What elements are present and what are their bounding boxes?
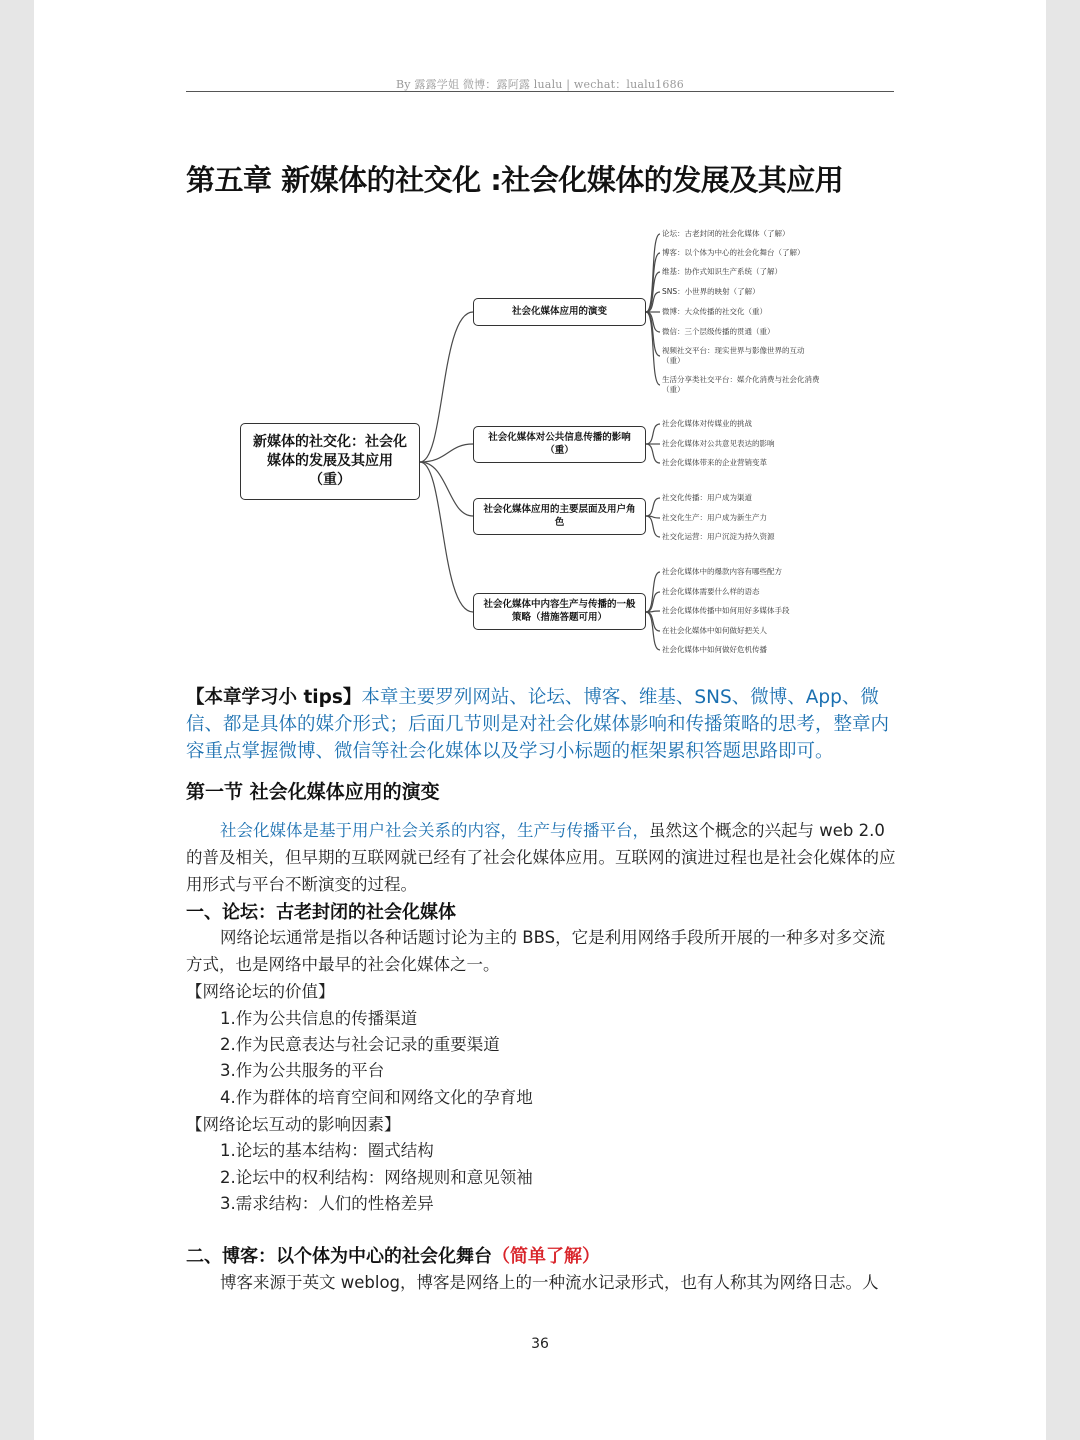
list-item: 2.作为民意表达与社会记录的重要渠道 <box>220 1035 500 1054</box>
mind-map-branch: 社会化媒体对公共信息传播的影响（重） <box>473 426 646 463</box>
list-item: 3.作为公共服务的平台 <box>220 1061 385 1080</box>
mind-map-branch: 社会化媒体应用的演变 <box>473 298 646 326</box>
mind-map-leaf: 视频社交平台：现实世界与影像世界的互动（重） <box>662 346 805 365</box>
list-item: 1.作为公共信息的传播渠道 <box>220 1009 418 1028</box>
subsection-heading: 二、博客：以个体为中心的社会化舞台（简单了解） <box>186 1246 600 1267</box>
mind-map-leaf: 微信：三个层级传播的贯通（重） <box>662 327 775 336</box>
study-tips-text: 本章主要罗列网站、论坛、博客、维基、SNS、微博、App、微信、都是具体的媒介形式；后面几节则是对社会化媒体影响和传播策略的思考，整章内容重点掌握微博、微信等社会化媒体以及学习小标题的框架累积答题思路即可。 <box>186 687 890 762</box>
note-simple-understanding: （简单了解） <box>492 1246 600 1267</box>
study-tips <box>186 684 898 765</box>
mind-map-leaf: 社会化媒体传播中如何用好多媒体手段 <box>662 606 790 615</box>
mind-map-leaf: 社会化媒体对传媒业的挑战 <box>662 419 752 428</box>
mind-map-branch: 社会化媒体中内容生产与传播的一般策略（措施答题可用） <box>473 593 646 630</box>
subsection-paragraph: 网络论坛通常是指以各种话题讨论为主的 BBS，它是利用网络手段所开展的一种多对多交流方式，也是网络中最早的社会化媒体之一。 <box>186 928 886 974</box>
mind-map-leaf: 社会化媒体需要什么样的语态 <box>662 587 760 596</box>
section-intro-rest: 虽然这个概念的兴起与 web 2.0 的普及相关，但早期的互联网就已经有了社会化媒体应用。互联网的演进过程也是社会化媒体的应用形式与平台不断演变的过程。 <box>186 821 896 894</box>
mind-map-leaf: 社交化运营：用户沉淀为持久资源 <box>662 532 775 541</box>
mind-map-leaf: 社会化媒体中的爆款内容有哪些配方 <box>662 567 782 576</box>
mind-map <box>230 222 850 662</box>
value-heading: 【网络论坛的价值】 <box>186 982 335 1001</box>
study-tips-label: 【本章学习小 tips】 <box>186 687 362 708</box>
list-item: 1.论坛的基本结构：圈式结构 <box>220 1141 434 1160</box>
mind-map-leaf: 社交化传播：用户成为渠道 <box>662 493 752 502</box>
section-intro-highlight: 社会化媒体是基于用户社会关系的内容，生产与传播平台， <box>220 821 649 840</box>
list-item: 2.论坛中的权利结构：网络规则和意见领袖 <box>220 1168 533 1187</box>
mind-map-leaf: 微博：大众传播的社交化（重） <box>662 307 767 316</box>
chapter-title: 第五章 新媒体的社交化 :社会化媒体的发展及其应用 <box>186 163 844 197</box>
mind-map-leaf: SNS：小世界的映射（了解） <box>662 287 760 296</box>
section-heading: 第一节 社会化媒体应用的演变 <box>186 781 440 803</box>
mind-map-root: 新媒体的社交化：社会化媒体的发展及其应用（重） <box>240 423 420 500</box>
factor-heading: 【网络论坛互动的影响因素】 <box>186 1115 401 1134</box>
header-rule <box>186 91 894 92</box>
section-intro <box>186 817 898 898</box>
mind-map-leaf: 社会化媒体对公共意见表达的影响 <box>662 439 775 448</box>
mind-map-leaf: 在社会化媒体中如何做好把关人 <box>662 626 767 635</box>
mind-map-leaf: 社交化生产：用户成为新生产力 <box>662 513 767 522</box>
list-item: 3.需求结构：人们的性格差异 <box>220 1194 434 1213</box>
page-header: By 露露学姐 微博：露阿露 lualu | wechat：lualu1686 <box>396 78 684 91</box>
mind-map-leaf: 社会化媒体带来的企业营销变革 <box>662 458 767 467</box>
subsection-heading: 一、论坛：古老封闭的社会化媒体 <box>186 902 456 923</box>
mind-map-branch: 社会化媒体应用的主要层面及用户角色 <box>473 498 646 535</box>
list-item: 4.作为群体的培育空间和网络文化的孕育地 <box>220 1088 533 1107</box>
mind-map-leaf: 社会化媒体中如何做好危机传播 <box>662 645 767 654</box>
subsection-paragraph: 博客来源于英文 weblog，博客是网络上的一种流水记录形式，也有人称其为网络日志。人 <box>220 1273 879 1292</box>
page-number: 36 <box>531 1336 549 1352</box>
mind-map-leaf: 论坛：古老封闭的社会化媒体（了解） <box>662 229 790 238</box>
mind-map-leaf: 维基：协作式知识生产系统（了解） <box>662 267 782 276</box>
mind-map-leaf: 博客：以个体为中心的社会化舞台（了解） <box>662 248 805 257</box>
mind-map-leaf: 生活分享类社交平台：媒介化消费与社会化消费（重） <box>662 375 820 394</box>
